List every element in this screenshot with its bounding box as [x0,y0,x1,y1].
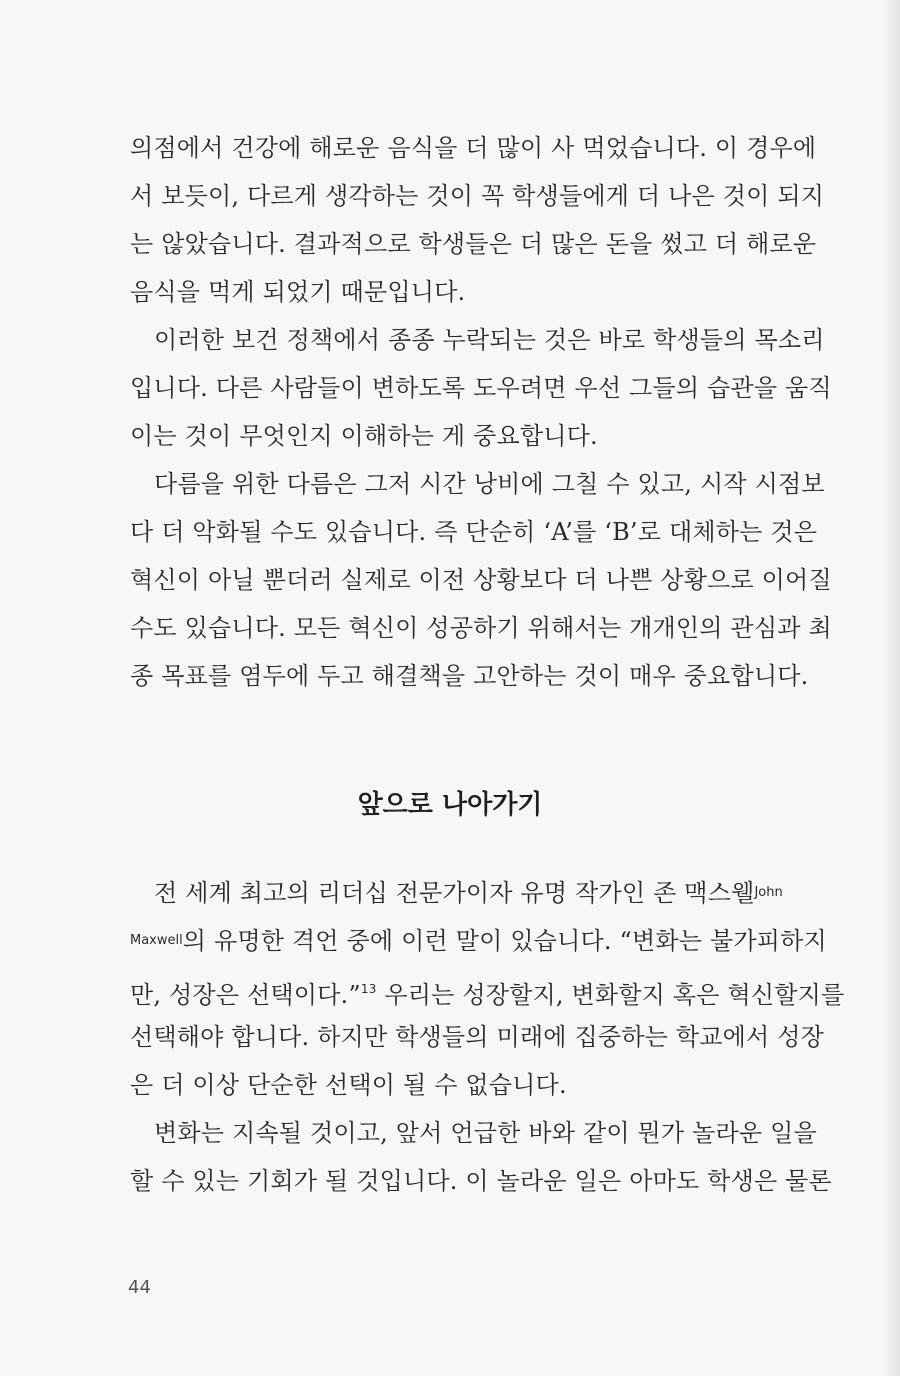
section-paragraph-2-line-1: 변화는 지속될 것이고, 앞서 언급한 바와 같이 뭔가 놀라운 일을 [154,1119,817,1147]
section-paragraph-1-line-1 [154,873,783,913]
line-text: 의 유명한 격언 중에 이런 말이 있습니다. “변화는 불가피하지 [182,927,827,955]
footnote-reference: 13 [360,982,377,996]
paragraph-3-line-1: 다름을 위한 다름은 그저 시간 낭비에 그칠 수 있고, 시작 시점보 [154,470,825,498]
line-text: 전 세계 최고의 리더십 전문가이자 유명 작가인 존 맥스웰 [154,879,755,907]
section-paragraph-1-line-3 [130,969,845,1009]
paragraph-3-line-4: 수도 있습니다. 모든 혁신이 성공하기 위해서는 개개인의 관심과 최 [130,614,832,642]
section-paragraph-1-line-5: 은 더 이상 단순한 선택이 될 수 없습니다. [130,1071,567,1099]
paragraph-3-line-2: 다 더 악화될 수도 있습니다. 즉 단순히 ‘A’를 ‘B’로 대체하는 것은 [130,518,818,546]
name-annotation-maxwell: Maxwell [130,933,183,948]
line-text: 만, 성장은 선택이다.” [130,981,361,1009]
section-paragraph-1-line-4: 선택해야 합니다. 하지만 학생들의 미래에 집중하는 학교에서 성장 [130,1023,824,1051]
section-paragraph-1-line-2 [130,921,827,961]
paragraph-3-line-3: 혁신이 아닐 뿐더러 실제로 이전 상황보다 더 나쁜 상황으로 이어질 [130,566,832,594]
paragraph-1-line-1: 의점에서 건강에 해로운 음식을 더 많이 사 먹었습니다. 이 경우에 [130,134,817,162]
paragraph-3-line-5: 종 목표를 염두에 두고 해결책을 고안하는 것이 매우 중요합니다. [130,662,809,690]
section-paragraph-2-line-2: 할 수 있는 기회가 될 것입니다. 이 놀라운 일은 아마도 학생은 물론 [130,1167,832,1195]
paragraph-1-line-2: 서 보듯이, 다르게 생각하는 것이 꼭 학생들에게 더 나은 것이 되지 [130,182,825,210]
paragraph-1-line-4: 음식을 먹게 되었기 때문입니다. [130,278,466,306]
section-heading: 앞으로 나아가기 [357,790,543,820]
paragraph-2-line-3: 이는 것이 무엇인지 이해하는 게 중요합니다. [130,422,598,450]
paragraph-1-line-3: 는 않았습니다. 결과적으로 학생들은 더 많은 돈을 썼고 더 해로운 [130,230,817,258]
paragraph-2-line-2: 입니다. 다른 사람들이 변하도록 도우려면 우선 그들의 습관을 움직 [130,374,832,402]
name-annotation-john: John [754,885,783,900]
line-text: 우리는 성장할지, 변화할지 혹은 혁신할지를 [376,981,845,1009]
page-edge-shadow [882,0,900,1376]
paragraph-2-line-1: 이러한 보건 정책에서 종종 누락되는 것은 바로 학생들의 목소리 [154,326,825,354]
page-number: 44 [128,1277,151,1298]
